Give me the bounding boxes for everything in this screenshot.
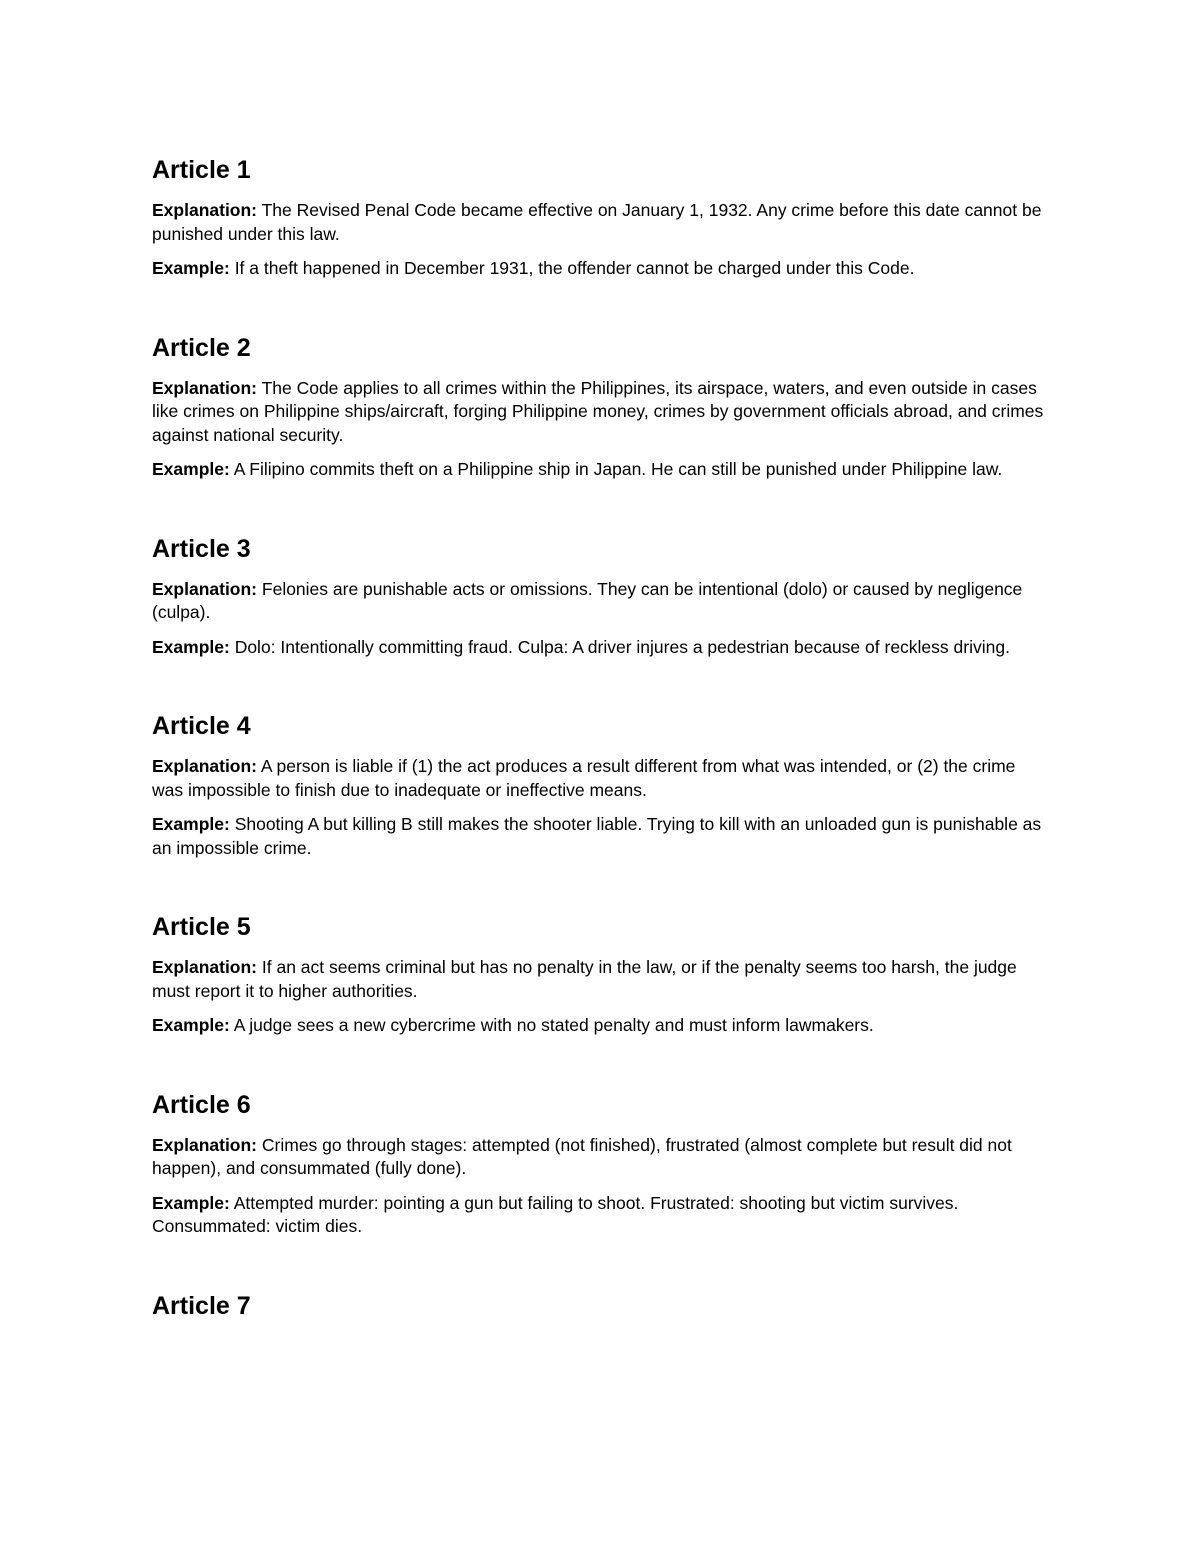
example-paragraph: [152, 1014, 1050, 1038]
article-4: [152, 711, 1050, 860]
example-paragraph: [152, 636, 1050, 660]
explanation-label: Explanation:: [152, 200, 258, 220]
article-title: Article 3: [152, 534, 251, 563]
explanation-paragraph: [152, 956, 1050, 1003]
example-label: Example:: [152, 258, 230, 278]
explanation-label: Explanation:: [152, 957, 258, 977]
example-label: Example:: [152, 814, 230, 834]
example-paragraph: [152, 1192, 1050, 1239]
example-paragraph: [152, 813, 1050, 860]
explanation-paragraph: [152, 578, 1050, 625]
example-paragraph: [152, 458, 1050, 482]
example-text: A judge sees a new cybercrime with no stated penalty and must inform lawmakers.: [233, 1015, 874, 1035]
article-3: [152, 534, 1050, 660]
explanation-paragraph: [152, 1134, 1050, 1181]
article-5: [152, 912, 1050, 1038]
explanation-text: Crimes go through stages: attempted (not finished), frustrated (almost complete but result did not happen), and consummated (fully done).: [152, 1134, 1012, 1178]
example-text: Dolo: Intentionally committing fraud. Culpa: A driver injures a pedestrian because of reckless driving.: [234, 636, 1010, 657]
explanation-paragraph: [152, 755, 1050, 802]
article-title: Article 6: [152, 1090, 251, 1119]
article-title: Article 4: [152, 712, 251, 740]
example-label: Example:: [152, 1015, 230, 1035]
example-label: Example:: [152, 1192, 230, 1213]
article-6: [152, 1090, 1050, 1239]
example-label: Example:: [152, 636, 230, 657]
explanation-label: Explanation:: [152, 578, 258, 599]
article-title: Article 7: [152, 1291, 251, 1320]
example-text: Attempted murder: pointing a gun but failing to shoot. Frustrated: shooting but victim survives. Consummated: victim dies.: [152, 1192, 959, 1236]
explanation-text: Felonies are punishable acts or omissions. They can be intentional (dolo) or caused by negligence (culpa).: [152, 578, 1023, 622]
example-paragraph: [152, 257, 1050, 281]
explanation-text: The Code applies to all crimes within the Philippines, its airspace, waters, and even outside in cases like crimes on Philippine ships/aircraft, forging Philippine money, crimes by government officials abroad, and crimes against national security.: [152, 377, 1044, 445]
explanation-text: If an act seems criminal but has no penalty in the law, or if the penalty seems too harsh, the judge must report it to higher authorities.: [152, 957, 1017, 1001]
article-2: [152, 333, 1050, 482]
explanation-text: A person is liable if (1) the act produces a result different from what was intended, or (2) the crime was impossible to finish due to inadequate or ineffective means.: [152, 756, 1016, 800]
example-label: Example:: [152, 459, 230, 479]
article-title: Article 5: [152, 913, 251, 941]
explanation-paragraph: [152, 199, 1050, 246]
explanation-paragraph: [152, 377, 1050, 448]
example-text: A Filipino commits theft on a Philippine ship in Japan. He can still be punished under Philippine law.: [233, 459, 1003, 479]
article-1: [152, 155, 1050, 281]
explanation-label: Explanation:: [152, 1134, 258, 1155]
article-title: Article 1: [152, 156, 251, 184]
article-7: [152, 1291, 1050, 1321]
article-title: Article 2: [152, 333, 251, 362]
explanation-label: Explanation:: [152, 377, 258, 398]
explanation-label: Explanation:: [152, 756, 258, 776]
example-text: Shooting A but killing B still makes the shooter liable. Trying to kill with an unloaded gun is punishable as an impossible crime.: [152, 814, 1042, 858]
explanation-text: The Revised Penal Code became effective on January 1, 1932. Any crime before this date cannot be punished under this law.: [152, 200, 1042, 244]
example-text: If a theft happened in December 1931, the offender cannot be charged under this Code.: [234, 258, 915, 278]
